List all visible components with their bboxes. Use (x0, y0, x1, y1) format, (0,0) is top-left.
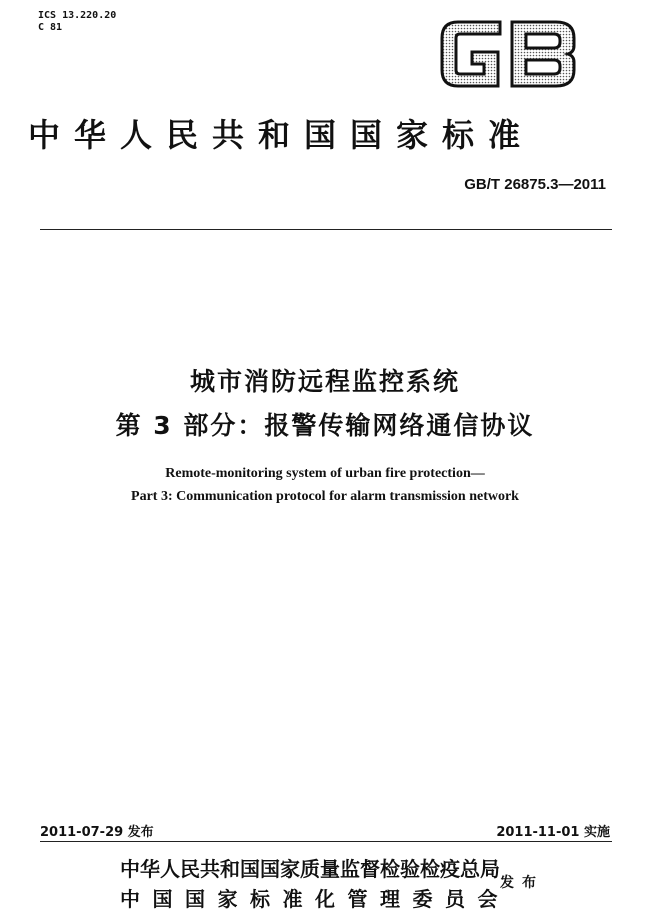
ccs-code: C 81 (38, 22, 63, 33)
zh-title-line1: 城市消防远程监控系统 (189, 367, 460, 396)
ics-code: ICS 13.220.20 (38, 10, 117, 21)
gb-logo (436, 18, 580, 90)
publish-label: 发布 (500, 875, 544, 891)
en-title-line1: Remote-monitoring system of urban fire protection— (165, 466, 485, 481)
top-divider (40, 229, 612, 230)
zh-title-line2: 第 3 部分：报警传输网络通信协议 (115, 411, 535, 440)
issuer-line2: 中国国家标准化管理委员会 (120, 887, 510, 911)
implementation-date: 2011-11-01 实施 (496, 825, 610, 840)
bottom-divider (40, 841, 612, 842)
standard-number: GB/T 26875.3—2011 (464, 176, 606, 193)
standard-title: 中华人民共和国国家标准 (28, 116, 535, 154)
issuer-line1: 中华人民共和国国家质量监督检验检疫总局 (120, 857, 500, 881)
en-title-line2: Part 3: Communication protocol for alarm transmission network (131, 489, 519, 504)
issue-date: 2011-07-29 发布 (40, 825, 154, 840)
classification-codes (38, 10, 116, 34)
